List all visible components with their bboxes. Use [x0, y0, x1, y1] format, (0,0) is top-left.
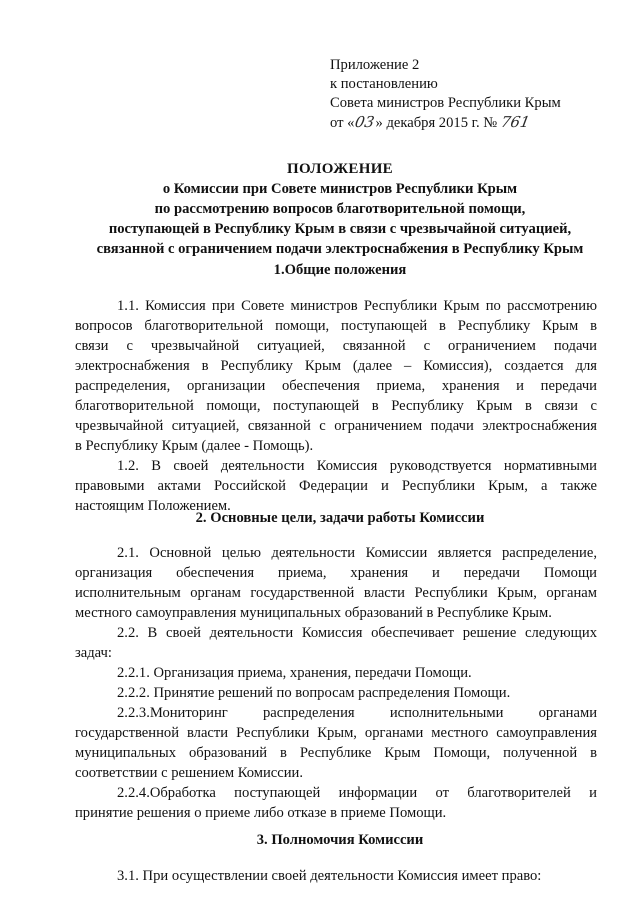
paragraph-2-1 [75, 543, 597, 623]
paragraph-line: связи с чрезвычайной ситуацией, связанной с ограничением подачи [75, 338, 597, 354]
paragraph-3-1: 3.1. При осуществлении своей деятельности Комиссия имеет право: [117, 868, 542, 884]
section-2-heading: 2. Основные цели, задачи работы Комиссии [195, 510, 485, 526]
paragraph-2-2 [75, 623, 597, 663]
paragraph-line: электроснабжения в Республику Крым (далее – Комиссия), создается для [75, 358, 597, 374]
section-1-heading: 1.Общие положения [273, 262, 407, 278]
appendix-number: Приложение 2 [330, 57, 420, 73]
paragraph-line: задач: [75, 645, 112, 661]
paragraph-line: 2.2.3.Мониторинг распределения исполнительными органами [117, 705, 597, 721]
date-suffix: » декабря 2015 г. № [375, 115, 498, 131]
paragraph-line: организация обеспечения приема, хранения и передачи Помощи [75, 565, 597, 581]
title-line-1: о Комиссии при Совете министров Республики Крым [162, 181, 518, 197]
paragraph-2-2-1: 2.2.1. Организация приема, хранения, передачи Помощи. [117, 665, 472, 681]
date-prefix: от « [330, 115, 355, 131]
paragraph-line: исполнительным органам государственной власти Республики Крым, органам [75, 585, 597, 601]
title-line-2: по рассмотрению вопросов благотворительной помощи, [154, 201, 526, 217]
paragraph-line: благотворительной помощи, поступающей в Республику Крым в связи с [75, 398, 597, 414]
paragraph-line: 2.2.4.Обработка поступающей информации от благотворителей и [117, 785, 597, 801]
paragraph-2-2-2: 2.2.2. Принятие решений по вопросам распределения Помощи. [117, 685, 511, 701]
paragraph-line: настоящим Положением. [75, 498, 231, 514]
title-main: ПОЛОЖЕНИЕ [287, 161, 393, 177]
paragraph-line: муниципальных образований в Республике Крым Помощи, полученной в [75, 745, 597, 761]
appendix-reference: к постановлению [330, 76, 438, 92]
handwritten-date-day: 03 [353, 113, 377, 131]
appendix-header [330, 56, 561, 133]
paragraph-line: 1.2. В своей деятельности Комиссия руководствуется нормативными [117, 458, 597, 474]
paragraph-line: вопросов благотворительной помощи, поступающей в Республику Крым в [75, 318, 597, 334]
paragraph-line: 2.1. Основной целью деятельности Комиссии является распределение, [117, 545, 597, 561]
paragraph-line: местного самоуправления муниципальных образований в Республике Крым. [75, 605, 552, 621]
title-line-4: связанной с ограничением подачи электроснабжения в Республику Крым [96, 241, 584, 257]
paragraph-2-2-4 [75, 783, 597, 823]
document-title [40, 159, 640, 259]
paragraph-line: государственной власти Республики Крым, органами местного самоуправления [75, 725, 597, 741]
paragraph-line: соответствии с решением Комиссии. [75, 765, 303, 781]
paragraph-line: принятие решения о приеме либо отказе в приеме Помощи. [75, 805, 447, 821]
paragraph-line: 1.1. Комиссия при Совете министров Республики Крым по рассмотрению [117, 298, 597, 314]
paragraph-line: чрезвычайной ситуацией, связанной с ограничением подачи электроснабжения [75, 418, 597, 434]
paragraph-1-2 [75, 456, 597, 516]
paragraph-line: правовыми актами Российской Федерации и Республики Крым, а также [75, 478, 597, 494]
title-line-3: поступающей в Республику Крым в связи с чрезвычайной ситуацией, [108, 221, 572, 237]
section-3-heading: 3. Полномочия Комиссии [256, 832, 424, 848]
handwritten-document-number: 761 [499, 113, 532, 131]
paragraph-line: 2.2. В своей деятельности Комиссия обеспечивает решение следующих [117, 625, 597, 641]
appendix-issuer: Совета министров Республики Крым [330, 95, 561, 111]
appendix-date-line [330, 113, 561, 133]
paragraph-line: распределения, организации обеспечения приема, хранения и передачи [75, 378, 597, 394]
paragraph-1-1 [75, 296, 597, 456]
paragraph-2-2-3 [75, 703, 597, 783]
paragraph-line: в Республику Крым (далее - Помощь). [75, 438, 314, 454]
